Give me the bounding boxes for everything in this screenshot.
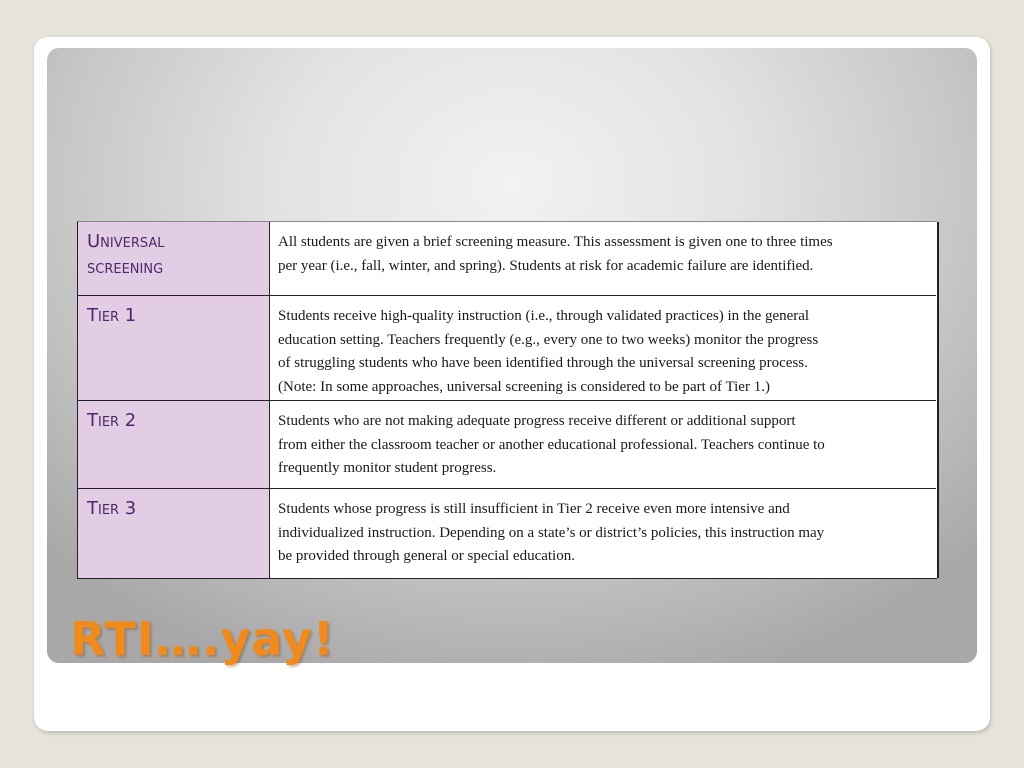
tier-label-universal-screening: Universal screening	[78, 222, 270, 295]
tier-description-universal-screening: All students are given a brief screening measure. This assessment is given one to three times per year (i.e., fall, winter, and spring). Students at risk for academic failure are identified.	[278, 234, 833, 274]
table-row-tier-2	[78, 401, 936, 489]
table-right-border	[937, 222, 939, 578]
slide-title: RTI….yay!	[70, 612, 335, 666]
tier-label-tier-2: Tier 2	[78, 401, 270, 488]
tier-description-tier-3: Students whose progress is still insufficient in Tier 2 receive even more intensive and individualized instruction. Depending on a state’s or district’s policies, this instruction may be provided through general or special education.	[278, 501, 825, 564]
tier-label-tier-1: Tier 1	[78, 296, 270, 400]
table-row-tier-1	[78, 296, 936, 401]
tier-description-tier-1: Students receive high-quality instruction (i.e., through validated practices) in the general education setting. Teachers frequently (e.g., every one to two weeks) monitor the progress of struggling students who have been identified through the universal screening process. (Note: In some approaches, universal screening is considered to be part of Tier 1.)	[278, 308, 819, 395]
table-row-universal-screening	[78, 222, 936, 296]
rti-tier-table	[77, 221, 937, 579]
table-row-tier-3	[78, 489, 936, 578]
tier-description-tier-2: Students who are not making adequate progress receive different or additional support from either the classroom teacher or another educational professional. Teachers continue to frequently monitor student progress.	[278, 413, 825, 476]
tier-label-tier-3: Tier 3	[78, 489, 270, 578]
